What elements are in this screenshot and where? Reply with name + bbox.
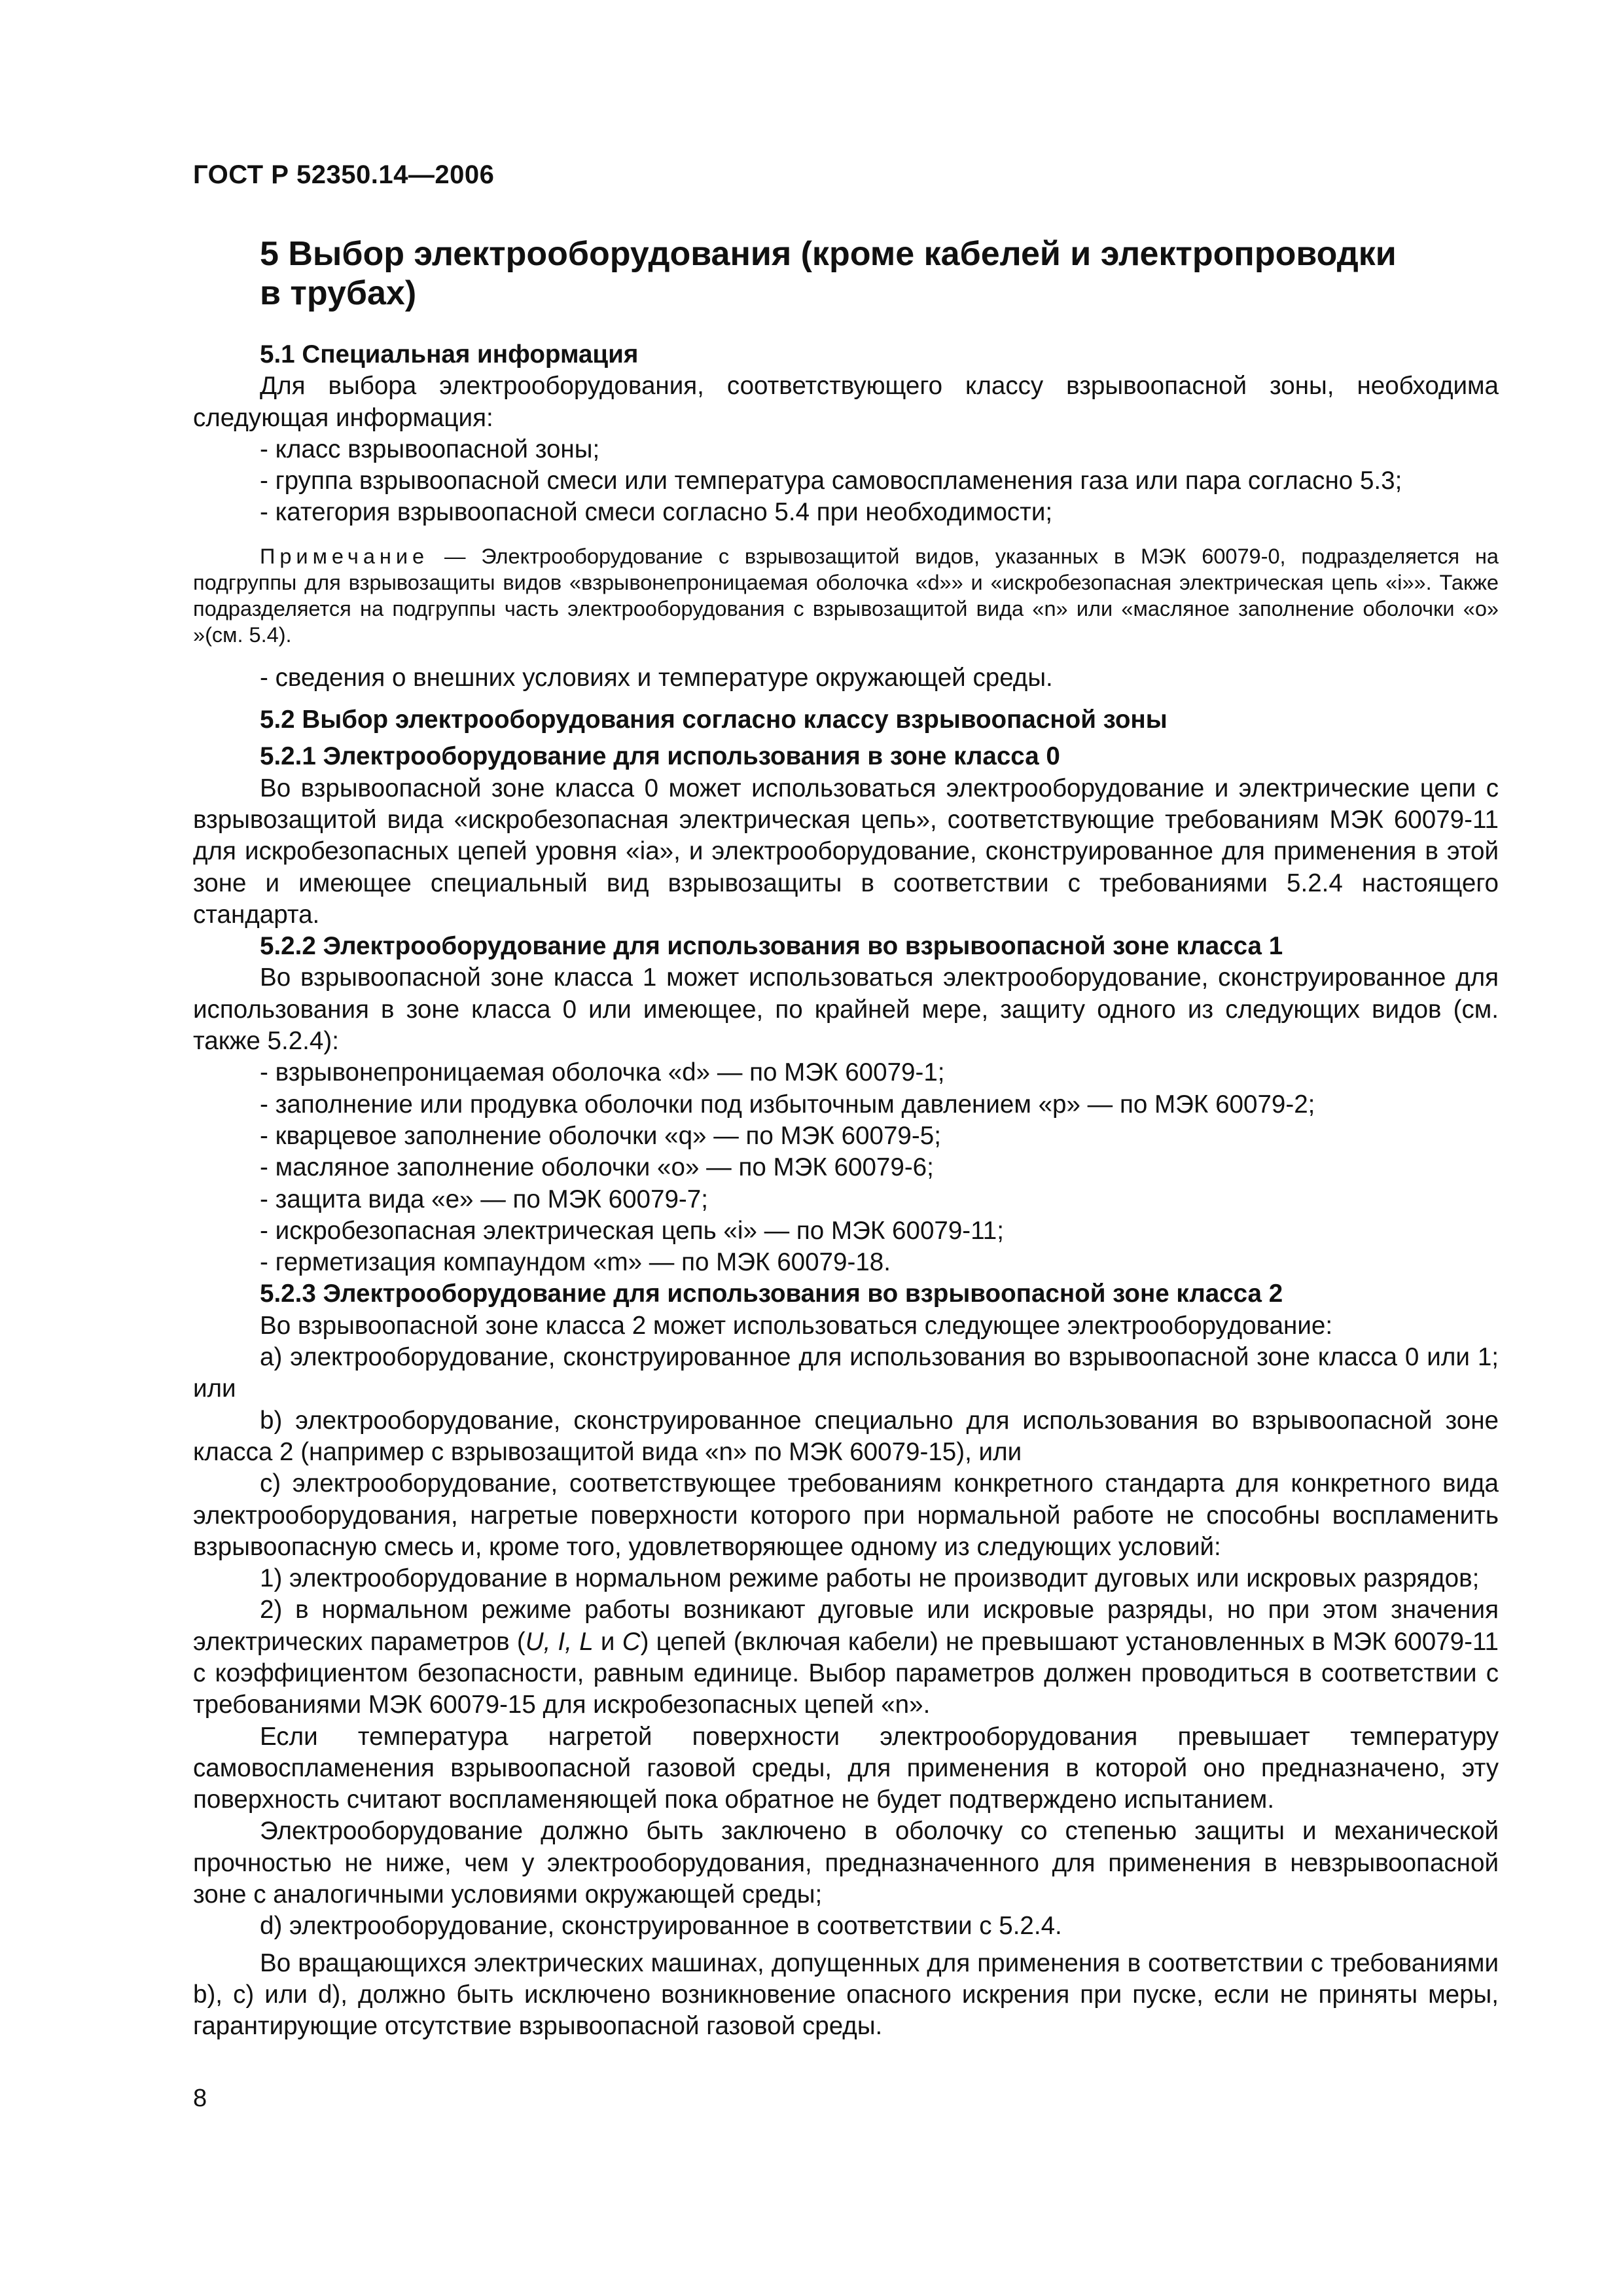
heading-5-2-1: 5.2.1 Электрооборудование для использования в зоне класса 0: [260, 742, 1060, 771]
list-item: - масляное заполнение оболочки «о» — по МЭК 60079-6;: [260, 1153, 934, 1182]
heading-5-1: 5.1 Специальная информация: [260, 340, 639, 368]
list-item: - сведения о внешних условиях и температуре окружающей среды.: [260, 663, 1053, 692]
list-item: - категория взрывоопасной смеси согласно 5.4 при необходимости;: [260, 498, 1053, 527]
list-item: - заполнение или продувка оболочки под избыточным давлением «р» — по МЭК 60079-2;: [260, 1090, 1315, 1119]
note-lead: Примечание: [260, 544, 429, 568]
document-code: ГОСТ Р 52350.14—2006: [193, 160, 495, 189]
heading-5-2: 5.2 Выбор электрооборудования согласно классу взрывоопасной зоны: [260, 706, 1168, 734]
list-item: - защита вида «е» — по МЭК 60079-7;: [260, 1185, 708, 1213]
paragraph: Во взрывоопасной зоне класса 0 может использоваться электрооборудование и электрические цепи с взрывозащитой вида «искробезопасная электрическая цепь», соответствующие требованиям МЭК 60079-11 для искробезопасных цепей уровня «ia», и электрооборудование, сконструированное для применения в этой зоне и имеющее специальный вид взрывозащиты в соответствии с требованиями 5.2.4 настоящего стандарта.: [193, 774, 1499, 929]
paragraph: Электрооборудование должно быть заключено в оболочку со степенью защиты и механической прочностью не ниже, чем у электрооборудования, предназначенного для применения в невзрывоопасной зоне с аналогичными условиями окружающей среды;: [193, 1817, 1499, 1909]
paragraph: Во вращающихся электрических машинах, допущенных для применения в соответствии с требованиями b), c) или d), должно быть исключено возникновение опасного искрения при пуске, если не приняты меры, гарантирующие отсутствие взрывоопасной газовой среды.: [193, 1948, 1499, 2041]
heading-5-2-2: 5.2.2 Электрооборудование для использования во взрывоопасной зоне класса 1: [260, 932, 1283, 961]
paragraph: Для выбора электрооборудования, соответствующего классу взрывоопасной зоны, необходима следующая информация:: [193, 372, 1499, 432]
paragraph-item-c: c) электрооборудование, соответствующее требованиям конкретного стандарта для конкретного вида электрооборудования, нагретые поверхности которого при нормальной работе не способны воспламенить взрывоопасную смесь и, кроме того, удовлетворяющее одному из следующих условий:: [193, 1469, 1499, 1561]
paragraph-item-d: d) электрооборудование, сконструированное в соответствии с 5.2.4.: [260, 1912, 1062, 1941]
paragraph: Во взрывоопасной зоне класса 1 может использоваться электрооборудование, сконструированное для использования в зоне класса 0 или имеющее, по крайней мере, защиту одного из следующих видов (см. также 5.2.4):: [193, 963, 1499, 1056]
list-item: - взрывонепроницаемая оболочка «d» — по МЭК 60079-1;: [260, 1058, 945, 1087]
paragraph-item-b: b) электрооборудование, сконструированное специально для использования во взрывоопасной зоне класса 2 (например с взрывозащитой вида «n» по МЭК 60079-15), или: [193, 1406, 1499, 1466]
list-item: - группа взрывоопасной смеси или температура самовоспламенения газа или пара согласно 5.3;: [260, 467, 1402, 495]
paragraph-condition-1: 1) электрооборудование в нормальном режиме работы не производит дуговых или искровых разрядов;: [260, 1564, 1480, 1593]
paragraph-item-a: a) электрооборудование, сконструированное для использования во взрывоопасной зоне класса 0 или 1; или: [193, 1343, 1499, 1403]
paragraph: Если температура нагретой поверхности электрооборудования превышает температуру самовоспламенения взрывоопасной газовой среды, для применения в которой оно предназначено, эту поверхность считают воспламеняющей пока обратное не будет подтверждено испытанием.: [193, 1722, 1499, 1814]
heading-5-2-3: 5.2.3 Электрооборудование для использования во взрывоопасной зоне класса 2: [260, 1280, 1283, 1308]
list-item: - класс взрывоопасной зоны;: [260, 435, 600, 463]
note: [193, 543, 1499, 648]
list-item: - кварцевое заполнение оболочки «q» — по МЭК 60079-5;: [260, 1121, 941, 1150]
section-title: 5 Выбор электрооборудования (кроме кабелей и электропроводки в трубах): [260, 235, 1397, 312]
page-number: 8: [193, 2085, 207, 2112]
text-run: ) цепей (включая кабели) не превышают установленных в МЭК 60079-11 с коэффициентом безопасности, равным единице. Выбор параметров должен проводиться в соответствии с требованиями МЭК 60079-15 для искробезопасных цепей «n».: [193, 1627, 1499, 1719]
param-symbol: C: [622, 1627, 641, 1656]
note-text: — Электрооборудование с взрывозащитой видов, указанных в МЭК 60079-0, подразделяется на подгруппы для взрывозащиты видов «взрывонепроницаемая оболочка «d»» и «искробезопасная электрическая цепь «i»». Также подразделяется на подгруппы часть электрооборудования с взрывозащитой вида «n» или «масляное заполнение оболочки «о» »(см. 5.4).: [193, 544, 1499, 647]
list-item: - герметизация компаундом «m» — по МЭК 60079-18.: [260, 1248, 891, 1277]
text-run: и: [593, 1627, 622, 1656]
param-symbols: U, I, L: [525, 1627, 594, 1656]
paragraph-condition-2: [193, 1594, 1499, 1721]
document-body: [193, 234, 1499, 2043]
paragraph: Во взрывоопасной зоне класса 2 может использоваться следующее электрооборудование:: [260, 1311, 1333, 1340]
list-item: - искробезопасная электрическая цепь «i» — по МЭК 60079-11;: [260, 1216, 1004, 1245]
text-run: 2) в нормальном режиме работы возникают дуговые или искровые разряды, но при этом значения электрических параметров (: [193, 1596, 1499, 1656]
